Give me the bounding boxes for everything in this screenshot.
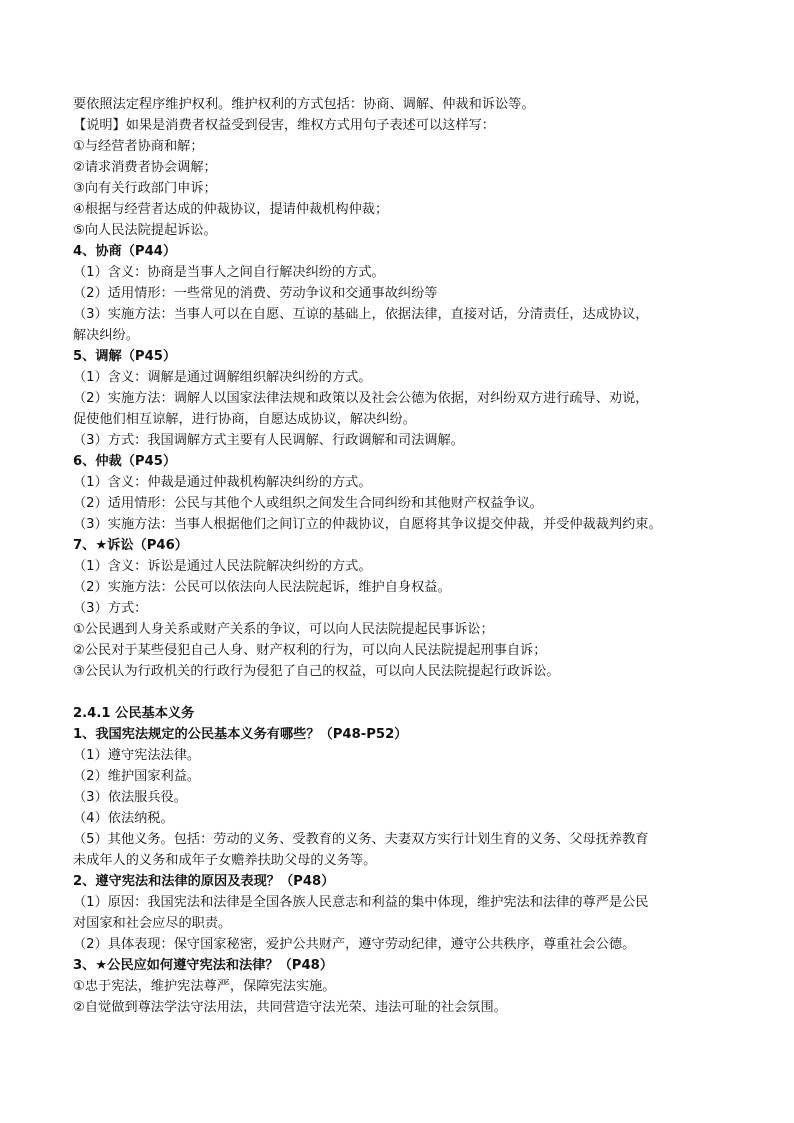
text-line: 解决纠纷。 <box>73 328 139 343</box>
list-item: ①公民遇到人身关系或财产关系的争议，可以向人民法院提起民事诉讼； <box>73 622 494 637</box>
text-line: （1）含义：诉讼是通过人民法院解决纠纷的方式。 <box>73 559 372 574</box>
text-line: （4）依法纳税。 <box>73 811 174 826</box>
list-item: ④根据与经营者达成的仲裁协议，提请仲裁机构仲裁； <box>73 202 389 217</box>
text-line: （1）原因：我国宪法和法律是全国各族人民意志和利益的集中体现，维护宪法和法律的尊严是公民 <box>73 895 649 910</box>
list-item: ①忠于宪法，维护宪法尊严，保障宪法实施。 <box>73 979 336 994</box>
chapter-heading: 2.4.1 公民基本义务 <box>73 706 195 721</box>
text-line: （2）适用情形：公民与其他个人或组织之间发生合同纠纷和其他财产权益争议。 <box>73 496 543 511</box>
document-page <box>73 94 733 1018</box>
text-line: （2）实施方法：调解人以国家法律法规和政策以及社会公德为依据，对纠纷双方进行疏导、劝说， <box>73 391 649 406</box>
spacer <box>73 682 733 703</box>
section-heading: 4、协商（P44） <box>73 244 177 259</box>
text-line: （1）含义：调解是通过调解组织解决纠纷的方式。 <box>73 370 372 385</box>
section-heading: 7、★诉讼（P46） <box>73 538 188 553</box>
question-heading: 2、遵守宪法和法律的原因及表现？（P48） <box>73 874 335 889</box>
section-how-to-obey <box>73 955 733 1018</box>
text-line: （2）适用情形：一些常见的消费、劳动争议和交通事故纠纷等 <box>73 286 438 301</box>
text-line: （3）方式： <box>73 601 148 616</box>
section-litigation <box>73 535 733 682</box>
list-item: ②自觉做到尊法学法守法用法，共同营造守法光荣、违法可耻的社会氛围。 <box>73 1000 507 1015</box>
text-line: （1）含义：仲裁是通过仲裁机构解决纠纷的方式。 <box>73 475 372 490</box>
list-item: ③公民认为行政机关的行政行为侵犯了自己的权益，可以向人民法院提起行政诉讼。 <box>73 664 560 679</box>
section-obey-law-reasons <box>73 871 733 955</box>
text-line: （2）实施方法：公民可以依法向人民法院起诉，维护自身权益。 <box>73 580 451 595</box>
list-item: ③向有关行政部门申诉； <box>73 181 217 196</box>
section-mediation <box>73 346 733 451</box>
text-line: （2）维护国家利益。 <box>73 769 201 784</box>
section-basic-duties <box>73 724 733 871</box>
question-heading: 3、★公民应如何遵守宪法和法律？（P48） <box>73 958 334 973</box>
question-heading: 1、我国宪法规定的公民基本义务有哪些？（P48-P52） <box>73 727 408 742</box>
section-arbitration <box>73 451 733 535</box>
list-item: ②公民对于某些侵犯自己人身、财产权利的行为，可以向人民法院提起刑事自诉； <box>73 643 547 658</box>
text-line: 未成年人的义务和成年子女赡养扶助父母的义务等。 <box>73 853 377 868</box>
section-heading: 5、调解（P45） <box>73 349 177 364</box>
text-line: （2）具体表现：保守国家秘密，爱护公共财产，遵守劳动纪律，遵守公共秩序，尊重社会公德。 <box>73 937 636 952</box>
list-item: ⑤向人民法院提起诉讼。 <box>73 223 217 238</box>
intro-block <box>73 94 733 241</box>
text-line: （1）含义：协商是当事人之间自行解决纠纷的方式。 <box>73 265 385 280</box>
list-item: ②请求消费者协会调解； <box>73 160 217 175</box>
text-line: 促使他们相互谅解，进行协商，自愿达成协议，解决纠纷。 <box>73 412 416 427</box>
list-item: ①与经营者协商和解； <box>73 139 204 154</box>
text-line: （5）其他义务。包括：劳动的义务、受教育的义务、夫妻双方实行计划生育的义务、父母抚养教育 <box>73 832 649 847</box>
text-line: （3）方式：我国调解方式主要有人民调解、行政调解和司法调解。 <box>73 433 464 448</box>
text-line: （1）遵守宪法法律。 <box>73 748 201 763</box>
section-heading: 6、仲裁（P45） <box>73 454 177 469</box>
note-line: 【说明】如果是消费者权益受到侵害，维权方式用句子表述可以这样写： <box>73 118 495 133</box>
text-line: （3）实施方法：当事人根据他们之间订立的仲裁协议，自愿将其争议提交仲裁，并受仲裁裁判约束。 <box>73 517 662 532</box>
text-line: （3）实施方法：当事人可以在自愿、互谅的基础上，依据法律，直接对话，分清责任，达成协议， <box>73 307 649 322</box>
text-line: （3）依法服兵役。 <box>73 790 187 805</box>
section-negotiation <box>73 241 733 346</box>
text-line: 要依照法定程序维护权利。维护权利的方式包括：协商、调解、仲裁和诉讼等。 <box>73 97 535 112</box>
text-line: 对国家和社会应尽的职责。 <box>73 916 232 931</box>
